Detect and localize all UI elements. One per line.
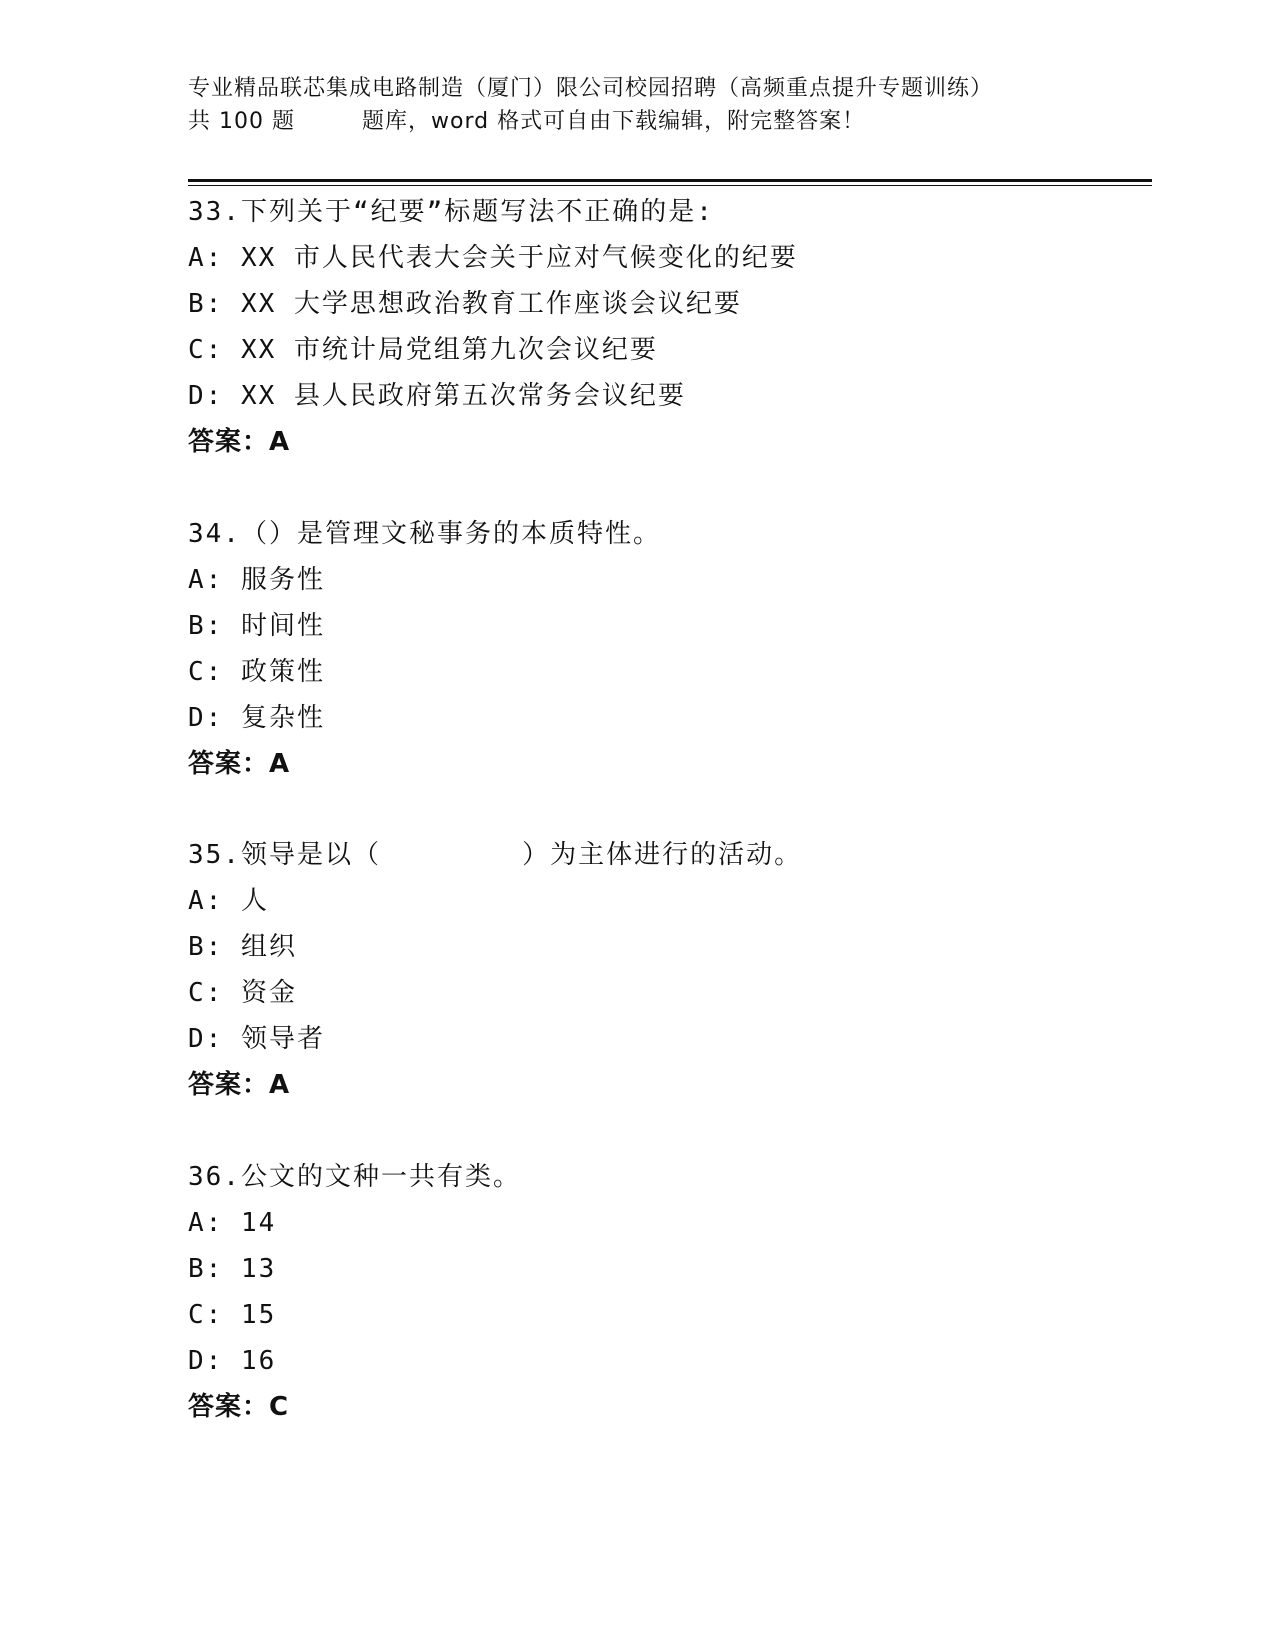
option-d: D: XX 县人民政府第五次常务会议纪要 xyxy=(188,381,686,411)
document-title: 专业精品联芯集成电路制造（厦门）限公司校园招聘（高频重点提升专题训练） xyxy=(188,76,994,101)
option-d: D: 领导者 xyxy=(188,1024,325,1054)
option-b: B: 时间性 xyxy=(188,611,325,641)
answer: 答案：A xyxy=(188,749,291,779)
document-subtitle: 题库，word 格式可自由下载编辑，附完整答案！ xyxy=(362,109,866,134)
option-b: B: 组织 xyxy=(188,932,297,962)
answer: 答案：C xyxy=(188,1392,290,1422)
question-36 xyxy=(188,1154,1148,1430)
answer: 答案：A xyxy=(188,1070,291,1100)
option-a: A: 服务性 xyxy=(188,565,325,595)
option-c: C: XX 市统计局党组第九次会议纪要 xyxy=(188,335,658,365)
header-divider-thick xyxy=(188,179,1152,182)
question-stem: 34.（）是管理文秘事务的本质特性。 xyxy=(188,519,661,549)
option-c: C: 资金 xyxy=(188,978,297,1008)
option-a: A: 14 xyxy=(188,1208,277,1238)
option-a: A: XX 市人民代表大会关于应对气候变化的纪要 xyxy=(188,243,798,273)
option-d: D: 复杂性 xyxy=(188,703,325,733)
option-b: B: XX 大学思想政治教育工作座谈会议纪要 xyxy=(188,289,742,319)
option-c: C: 15 xyxy=(188,1300,277,1330)
question-33 xyxy=(188,189,1148,465)
answer: 答案：A xyxy=(188,427,291,457)
document-header xyxy=(188,72,1148,138)
question-34 xyxy=(188,511,1148,787)
option-b: B: 13 xyxy=(188,1254,277,1284)
option-a: A: 人 xyxy=(188,886,269,916)
question-stem: 33.下列关于“纪要”标题写法不正确的是: xyxy=(188,197,714,227)
header-divider-thin xyxy=(188,185,1152,186)
question-count: 共 100 题 xyxy=(188,109,295,134)
question-35 xyxy=(188,832,1148,1108)
option-c: C: 政策性 xyxy=(188,657,325,687)
question-stem: 36.公文的文种一共有类。 xyxy=(188,1162,521,1192)
option-d: D: 16 xyxy=(188,1346,277,1376)
question-stem: 35.领导是以（ ）为主体进行的活动。 xyxy=(188,840,803,870)
header-subline xyxy=(188,105,1148,138)
